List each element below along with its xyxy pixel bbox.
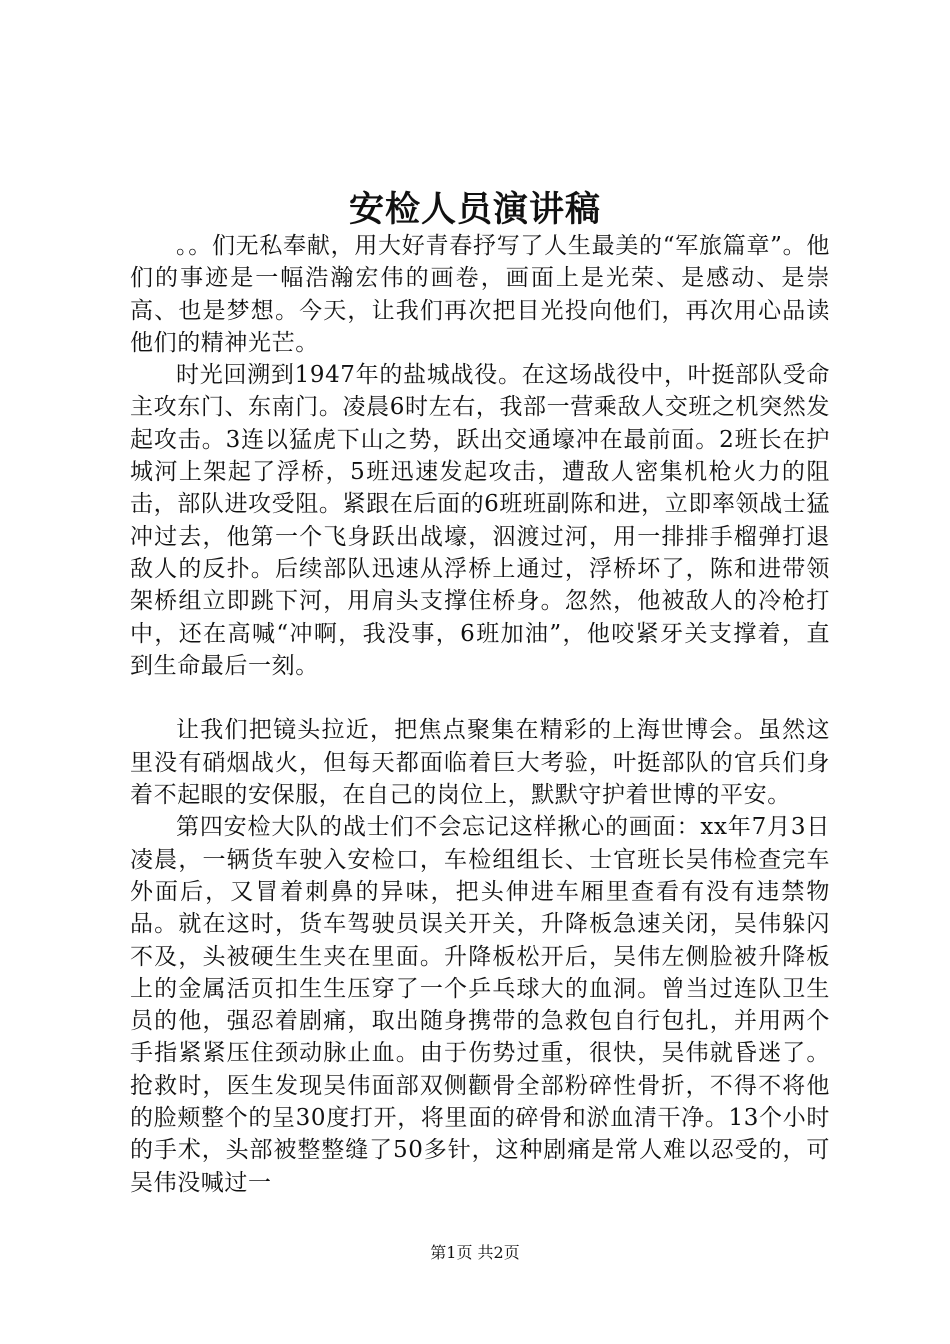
paragraph-spacer (130, 682, 830, 714)
paragraph-3: 让我们把镜头拉近，把焦点聚集在精彩的上海世博会。虽然这里没有硝烟战火，但每天都面临着巨大考验，叶挺部队的官兵们身着不起眼的安保服，在自己的岗位上，默默守护着世博的平安。 (130, 717, 830, 809)
page-footer: 第1页 共2页 (430, 1243, 520, 1262)
paragraph-4: 第四安检大队的战士们不会忘记这样揪心的画面：xx年7月3日凌晨，一辆货车驶入安检口，车检组组长、士官班长吴伟检查完车外面后，又冒着刺鼻的异味，把头伸进车厢里查看有没有违禁物品。就在这时，货车驾驶员误关开关，升降板急速关闭，吴伟躲闪不及，头被硬生生夹在里面。升降板松开后，吴伟左侧脸被升降板上的金属活页扣生生压穿了一个乒乓球大的血洞。曾当过连队卫生员的他，强忍着剧痛，取出随身携带的急救包自行包扎，并用两个手指紧紧压住颈动脉止血。由于伤势过重，很快，吴伟就昏迷了。抢救时，医生发现吴伟面部双侧颧骨全部粉碎性骨折，不得不将他的脸颊整个的呈30度打开，将里面的碎骨和淤血清干净。13个小时的手术，头部被整整缝了50多针，这种剧痛是常人难以忍受的，可吴伟没喊过一 (130, 814, 830, 1196)
document-title: 安检人员演讲稿 (348, 189, 601, 230)
paragraph-2: 时光回溯到1947年的盐城战役。在这场战役中，叶挺部队受命主攻东门、东南门。凌晨6时左右，我部一营乘敌人交班之机突然发起攻击。3连以猛虎下山之势，跃出交通壕冲在最前面。2班长在护城河上架起了浮桥，5班迅速发起攻击，遭敌人密集机枪火力的阻击，部队进攻受阻。紧跟在后面的6班班副陈和进，立即率领战士猛冲过去，他第一个飞身跃出战壕，泅渡过河，用一排排手榴弹打退敌人的反扑。后续部队迅速从浮桥上通过，浮桥坏了，陈和进带领架桥组立即跳下河，用肩头支撑住桥身。忽然，他被敌人的冷枪打中，还在高喊“冲啊，我没事，6班加油”，他咬紧牙关支撑着，直到生命最后一刻。 (130, 362, 830, 679)
document-body (130, 230, 830, 1199)
paragraph-1: 。。们无私奉献，用大好青春抒写了人生最美的“军旅篇章”。他们的事迹是一幅浩瀚宏伟的画卷，画面上是光荣、是感动、是崇高、也是梦想。今天，让我们再次把目光投向他们，再次用心品读他们的精神光芒。 (130, 233, 830, 356)
